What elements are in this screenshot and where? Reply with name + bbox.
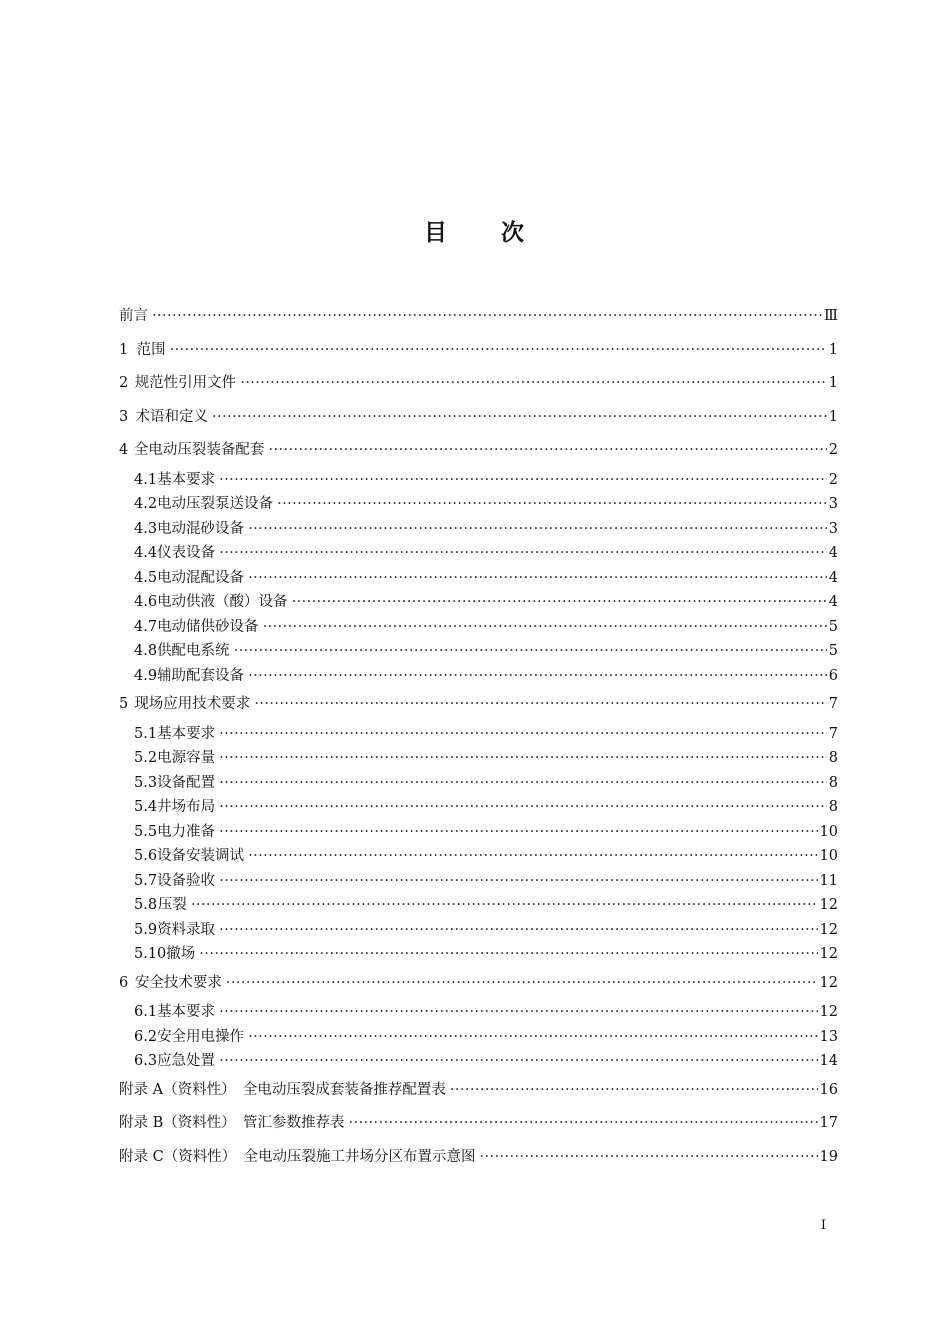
- toc-entry[interactable]: [119, 893, 838, 918]
- toc-leader-dots: [219, 1000, 817, 1025]
- toc-leader-dots: [152, 300, 822, 334]
- toc-entry[interactable]: [119, 795, 838, 820]
- toc-leader-dots: [248, 844, 817, 869]
- toc-entry-label: 基本要求: [157, 725, 216, 742]
- toc-entry-page: 5: [828, 643, 838, 659]
- toc-leader-dots: [349, 1107, 818, 1141]
- title-char-2: 次: [501, 220, 526, 246]
- toc-entry-page: 1: [828, 341, 838, 358]
- toc-entry-page: 4: [828, 594, 838, 610]
- toc-entry-page: 8: [828, 799, 838, 815]
- toc-entry-page: 8: [828, 750, 838, 766]
- toc-entry-label: 电力准备: [157, 823, 216, 840]
- toc-entry-number: 1: [119, 341, 129, 358]
- toc-entry[interactable]: [119, 1074, 838, 1108]
- toc-entry-number: 5.1: [134, 725, 158, 742]
- toc-entry[interactable]: [119, 541, 838, 566]
- toc-entry-label: 设备配置: [157, 774, 216, 791]
- toc-leader-dots: [240, 367, 827, 401]
- toc-entry-label: 范围: [136, 341, 166, 358]
- toc-entry-number: 5.8: [134, 897, 158, 913]
- toc-entry-label: 压裂: [157, 897, 187, 913]
- toc-entry-label: 电动供液（酸）设备: [157, 594, 288, 610]
- toc-leader-dots: [277, 492, 827, 517]
- toc-entry-page: 12: [819, 897, 838, 913]
- toc-entry-page: Ⅲ: [824, 308, 838, 324]
- toc-entry-number: 5.5: [134, 823, 158, 840]
- toc-entry-page: 1: [828, 375, 838, 391]
- toc-entry-number: 4.4: [134, 545, 158, 561]
- toc-entry-page: 12: [819, 921, 838, 938]
- toc-leader-dots: [268, 434, 826, 468]
- toc-entry[interactable]: [119, 639, 838, 664]
- toc-leader-dots: [219, 771, 827, 796]
- toc-entry-number: 6.2: [134, 1028, 158, 1045]
- toc-entry[interactable]: [119, 1049, 838, 1074]
- toc-entry[interactable]: [119, 1000, 838, 1025]
- toc-entry-label: 资料录取: [157, 921, 216, 938]
- toc-entry-page: 12: [819, 1004, 838, 1020]
- toc-entry-page: 7: [828, 696, 838, 712]
- toc-entry-label: 现场应用技术要求: [134, 696, 251, 712]
- toc-entry[interactable]: [119, 590, 838, 615]
- toc-leader-dots: [219, 869, 817, 894]
- toc-entry-label: 全电动压裂装备配套: [133, 442, 265, 458]
- toc-entry-number: 5.7: [134, 872, 158, 889]
- toc-entry[interactable]: [119, 664, 838, 689]
- toc-leader-dots: [248, 517, 827, 542]
- toc-entry[interactable]: [119, 492, 838, 517]
- toc-entry-page: 12: [819, 946, 838, 962]
- toc-leader-dots: [450, 1074, 818, 1108]
- toc-entry[interactable]: [119, 468, 838, 493]
- toc-leader-dots: [292, 590, 827, 615]
- toc-entry[interactable]: [119, 300, 838, 334]
- toc-leader-dots: [254, 688, 826, 722]
- toc-entry[interactable]: [119, 869, 838, 894]
- toc-entry[interactable]: [119, 688, 838, 722]
- toc-entry-label: 井场布局: [157, 799, 216, 815]
- toc-entry-number: 6: [119, 974, 129, 991]
- toc-entry-page: 17: [819, 1115, 838, 1131]
- toc-entry-number: 6.1: [134, 1004, 158, 1020]
- toc-entry-page: 3: [828, 496, 838, 512]
- toc-entry-label: 附录 C（资料性） 全电动压裂施工井场分区布置示意图: [119, 1148, 476, 1165]
- toc-entry-label: 基本要求: [157, 471, 216, 488]
- toc-leader-dots: [248, 1025, 817, 1050]
- toc-entry-page: 8: [828, 774, 838, 791]
- toc-entry-number: 4: [119, 442, 129, 458]
- toc-entry-label: 安全用电操作: [157, 1028, 245, 1045]
- toc-entry-page: 4: [828, 545, 838, 561]
- page-title: [0, 214, 950, 247]
- toc-leader-dots: [219, 722, 827, 747]
- toc-entry-number: 3: [119, 408, 129, 425]
- toc-leader-dots: [219, 820, 817, 845]
- toc-entry-page: 3: [828, 520, 838, 537]
- toc-entry-number: 4.9: [134, 667, 158, 684]
- toc-entry-page: 19: [819, 1148, 838, 1165]
- toc-entry-label: 附录 A（资料性） 全电动压裂成套装备推荐配置表: [119, 1081, 446, 1098]
- toc-entry[interactable]: [119, 771, 838, 796]
- toc-entry-label: 基本要求: [157, 1004, 216, 1020]
- toc-entry[interactable]: [119, 918, 838, 943]
- toc-entry-number: 5.2: [134, 750, 158, 766]
- toc-leader-dots: [263, 615, 827, 640]
- toc-entry-number: 4.6: [134, 594, 158, 610]
- toc-entry-number: 5.3: [134, 774, 158, 791]
- toc-entry-page: 16: [819, 1081, 838, 1098]
- page-number: I: [820, 1218, 826, 1233]
- toc-entry-label: 仪表设备: [157, 545, 216, 561]
- toc-entry[interactable]: [119, 1107, 838, 1141]
- toc-leader-dots: [479, 1141, 817, 1175]
- toc-entry-label: 电动压裂泵送设备: [157, 496, 274, 512]
- toc-entry-number: 5: [119, 696, 129, 712]
- toc-entry-label: 应急处置: [157, 1053, 216, 1069]
- toc-entry-label: 规范性引用文件: [134, 375, 237, 391]
- toc-leader-dots: [170, 334, 827, 368]
- toc-entry-label: 辅助配套设备: [157, 667, 245, 684]
- toc-leader-dots: [219, 468, 827, 493]
- toc-leader-dots: [248, 664, 827, 689]
- toc-entry[interactable]: [119, 517, 838, 542]
- toc-entry[interactable]: [119, 1141, 838, 1175]
- toc-entry[interactable]: [119, 1025, 838, 1050]
- toc-leader-dots: [219, 795, 827, 820]
- toc-entry[interactable]: [119, 967, 838, 1001]
- toc-entry-label: 设备安装调试: [157, 848, 245, 864]
- toc-leader-dots: [219, 918, 817, 943]
- toc-entry-number: 5.4: [134, 799, 158, 815]
- toc-entry[interactable]: [119, 566, 838, 591]
- table-of-contents: [119, 300, 838, 1174]
- toc-entry[interactable]: [119, 746, 838, 771]
- toc-entry-page: 2: [828, 471, 838, 488]
- toc-entry-page: 10: [819, 848, 838, 864]
- toc-entry-label: 术语和定义: [135, 408, 208, 425]
- toc-entry-label: 供配电系统: [157, 643, 230, 659]
- toc-entry-label: 电动储供砂设备: [157, 618, 259, 635]
- toc-entry[interactable]: [119, 844, 838, 869]
- title-char-1: 目: [424, 220, 449, 246]
- toc-entry-number: 5.6: [134, 848, 158, 864]
- toc-entry-page: 1: [828, 408, 838, 425]
- toc-entry[interactable]: [119, 434, 838, 468]
- toc-leader-dots: [226, 967, 818, 1001]
- toc-entry-label: 设备验收: [157, 872, 216, 889]
- toc-entry-page: 5: [828, 618, 838, 635]
- toc-entry-page: 10: [819, 823, 838, 840]
- toc-entry[interactable]: [119, 942, 838, 967]
- toc-entry[interactable]: [119, 401, 838, 435]
- toc-leader-dots: [219, 746, 827, 771]
- toc-entry-number: 5.9: [134, 921, 158, 938]
- toc-entry-page: 13: [819, 1028, 838, 1045]
- toc-entry[interactable]: [119, 334, 838, 368]
- toc-entry-label: 电源容量: [157, 750, 216, 766]
- toc-entry-page: 6: [828, 667, 838, 684]
- toc-entry-label: 附录 B（资料性） 管汇参数推荐表: [119, 1115, 345, 1131]
- toc-entry-number: 6.3: [134, 1053, 158, 1069]
- toc-leader-dots: [212, 401, 827, 435]
- toc-leader-dots: [234, 639, 827, 664]
- toc-entry-number: 4.1: [134, 471, 158, 488]
- toc-entry-page: 4: [828, 569, 838, 586]
- toc-entry-number: 5.10: [134, 946, 167, 962]
- toc-entry-number: 4.5: [134, 569, 158, 586]
- toc-leader-dots: [219, 1049, 817, 1074]
- toc-leader-dots: [199, 942, 817, 967]
- toc-entry-label: 安全技术要求: [134, 974, 222, 991]
- toc-entry-page: 2: [828, 442, 838, 458]
- toc-entry-page: 11: [819, 872, 838, 889]
- toc-leader-dots: [191, 893, 818, 918]
- toc-entry[interactable]: [119, 820, 838, 845]
- toc-entry-number: 4.8: [134, 643, 158, 659]
- toc-entry-page: 7: [828, 725, 838, 742]
- toc-entry-label: 电动混砂设备: [157, 520, 245, 537]
- toc-entry-page: 14: [819, 1053, 838, 1069]
- toc-entry-page: 12: [819, 974, 838, 991]
- toc-entry[interactable]: [119, 367, 838, 401]
- toc-leader-dots: [248, 566, 827, 591]
- toc-entry-number: 4.3: [134, 520, 158, 537]
- toc-entry[interactable]: [119, 722, 838, 747]
- toc-entry-label: 撤场: [166, 946, 196, 962]
- toc-leader-dots: [219, 541, 827, 566]
- toc-entry-label: 前言: [119, 308, 148, 324]
- toc-entry-number: 4.7: [134, 618, 158, 635]
- toc-entry-label: 电动混配设备: [157, 569, 245, 586]
- toc-entry-number: 4.2: [134, 496, 158, 512]
- toc-entry-number: 2: [119, 375, 129, 391]
- toc-entry[interactable]: [119, 615, 838, 640]
